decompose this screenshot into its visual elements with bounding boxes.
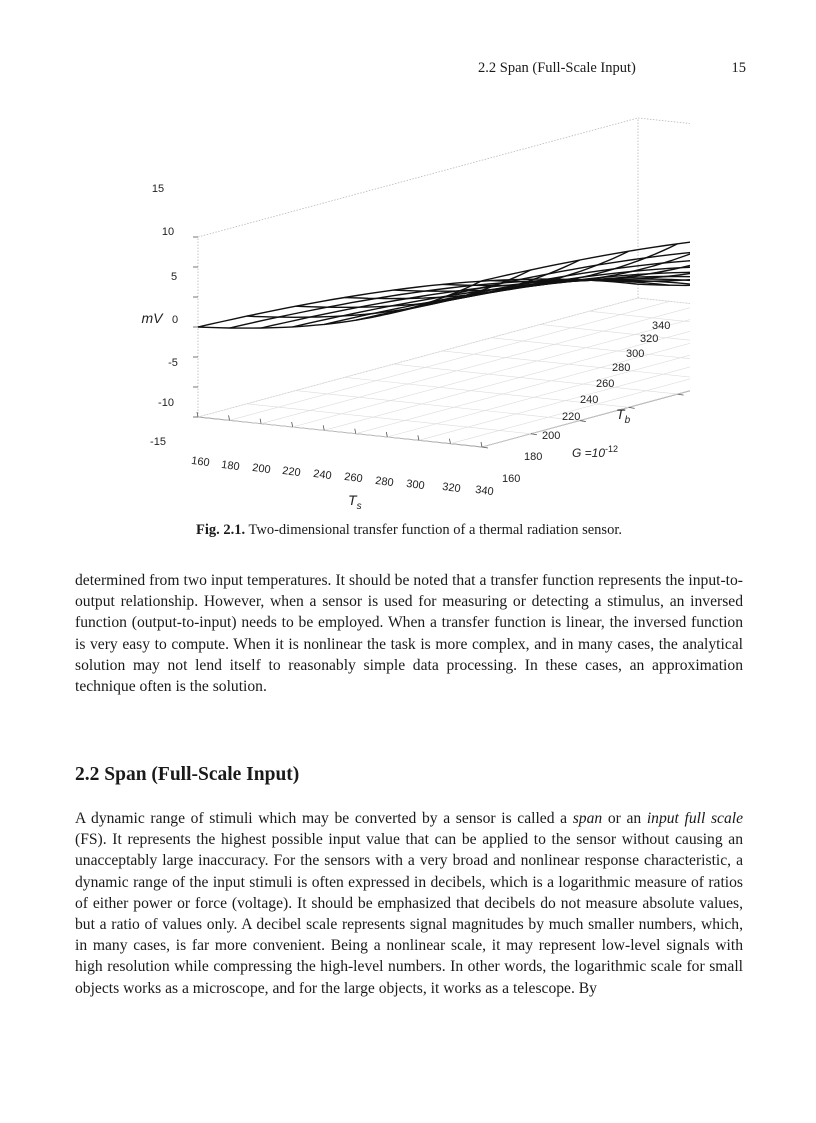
y-tick-label: 300 <box>626 348 645 360</box>
x-tick-mark <box>481 442 482 447</box>
z-tick-label: -15 <box>150 436 166 448</box>
y-tick-label: 220 <box>562 411 581 423</box>
y-tick-label: 320 <box>640 333 659 345</box>
y-axis-label <box>616 406 631 426</box>
y-tick-label: 160 <box>502 473 521 485</box>
figure-surface-plot <box>130 95 690 520</box>
x-tick-label: 260 <box>343 470 364 486</box>
z-axis-label: mV <box>141 310 163 326</box>
g-parameter-exponent: -12 <box>605 444 619 454</box>
x-tick-label: 220 <box>281 464 302 480</box>
y-tick-label: 340 <box>652 320 671 332</box>
x-tick-mark <box>229 415 230 420</box>
z-tick-label: 15 <box>151 183 165 195</box>
y-axis-label-main: T <box>616 406 625 422</box>
floor-grid-line <box>296 391 580 421</box>
figure-caption-text: Two-dimensional transfer function of a thermal radiation sensor. <box>245 522 622 538</box>
y-axis-label-sub: b <box>624 415 631 426</box>
floor-grid-line <box>198 417 482 447</box>
x-tick-mark <box>260 419 261 424</box>
running-head-title: 2.2 Span (Full-Scale Input) <box>478 60 636 76</box>
x-tick-label: 200 <box>251 461 272 477</box>
y-tick-mark <box>580 421 586 422</box>
y-tick-mark <box>482 447 488 448</box>
g-parameter-label <box>572 444 618 460</box>
x-tick-label: 300 <box>405 477 426 493</box>
x-tick-mark <box>355 429 356 434</box>
term-input-full-scale: input full scale <box>646 810 744 827</box>
z-tick-label: -10 <box>158 397 174 409</box>
z-tick-label: 0 <box>171 314 179 326</box>
x-tick-label: 280 <box>374 474 395 490</box>
floor-grid-line <box>394 364 678 394</box>
g-parameter-main: G =10 <box>572 446 606 460</box>
x-axis-label-sub: s <box>356 501 362 512</box>
term-span: span <box>572 810 603 827</box>
x-axis-label-main: T <box>348 492 357 508</box>
y-tick-label: 180 <box>524 451 543 463</box>
x-tick-label: 160 <box>190 454 211 470</box>
y-tick-label: 260 <box>596 378 615 390</box>
figure-caption <box>75 522 743 539</box>
surface-plot-svg <box>130 95 690 515</box>
x-tick-mark <box>386 432 387 437</box>
x-tick-labels <box>190 455 494 498</box>
y-tick-mark <box>678 394 684 395</box>
y-tick-label: 280 <box>612 362 631 374</box>
page-number: 15 <box>731 60 746 76</box>
z-tick-label: 5 <box>170 271 178 283</box>
x-tick-label: 180 <box>220 458 241 474</box>
y-tick-mark <box>531 434 537 435</box>
x-tick-mark <box>292 422 293 427</box>
body-paragraph: determined from two input temperatures. It should be noted that a transfer function represents the input-to-output relationship. However, when a sensor is used for measuring or detecting a stimulus, an inversed function (output-to-input) needs to be employed. When a transfer function is linear, the inversed function is very easy to compute. When it is nonlinear the task is more complex, and in many cases, the analytical solution may not lend itself to reasonably simple data processing. In these cases, an approximation technique often is the solution. <box>75 572 743 696</box>
y-tick-label: 200 <box>542 430 561 442</box>
body-paragraph <box>75 808 743 999</box>
section-heading: 2.2 Span (Full-Scale Input) <box>75 764 300 785</box>
x-tick-label: 320 <box>441 480 462 496</box>
paragraph-text: or an <box>602 810 647 827</box>
x-axis-label <box>348 492 362 512</box>
x-tick-label: 340 <box>474 483 495 499</box>
x-tick-label: 240 <box>312 467 333 483</box>
z-tick-label: -5 <box>168 357 178 369</box>
box-edge <box>198 118 638 237</box>
x-tick-mark <box>449 439 450 444</box>
paragraph-text: A dynamic range of stimuli which may be converted by a sensor is called a <box>75 810 573 827</box>
z-tick-label: 10 <box>161 226 175 238</box>
surface-line-tb <box>261 280 690 328</box>
x-tick-mark <box>323 425 324 430</box>
floor-grid-line <box>324 311 690 430</box>
box-edge <box>638 118 690 148</box>
y-tick-label: 240 <box>580 394 599 406</box>
paragraph-text: (FS). It represents the highest possible input value that can be applied to the sensor without causing an unacceptably large inaccuracy. For the sensors with a very broad and nonlinear response characteristic, a dynamic range of the input stimuli is often expressed in decibels, which is a logarithmic measure of ratios of either power or force (voltage). It should be emphasized that decibels do not measure absolute values, but a ratio of values only. A decibel scale represents signal magnitudes by much smaller numbers, which, in many cases, is far more convenient. Being a nonlinear scale, it may represent low-level signals with high resolution while compressing the high-level numbers. In other words, the logarithmic scale for small objects works as a microscope, and for the large objects, it works as a telescope. By <box>75 831 743 997</box>
y-tick-mark <box>629 407 635 408</box>
floor-grid-line <box>247 404 531 434</box>
x-tick-mark <box>418 435 419 440</box>
figure-caption-label: Fig. 2.1. <box>196 522 246 538</box>
